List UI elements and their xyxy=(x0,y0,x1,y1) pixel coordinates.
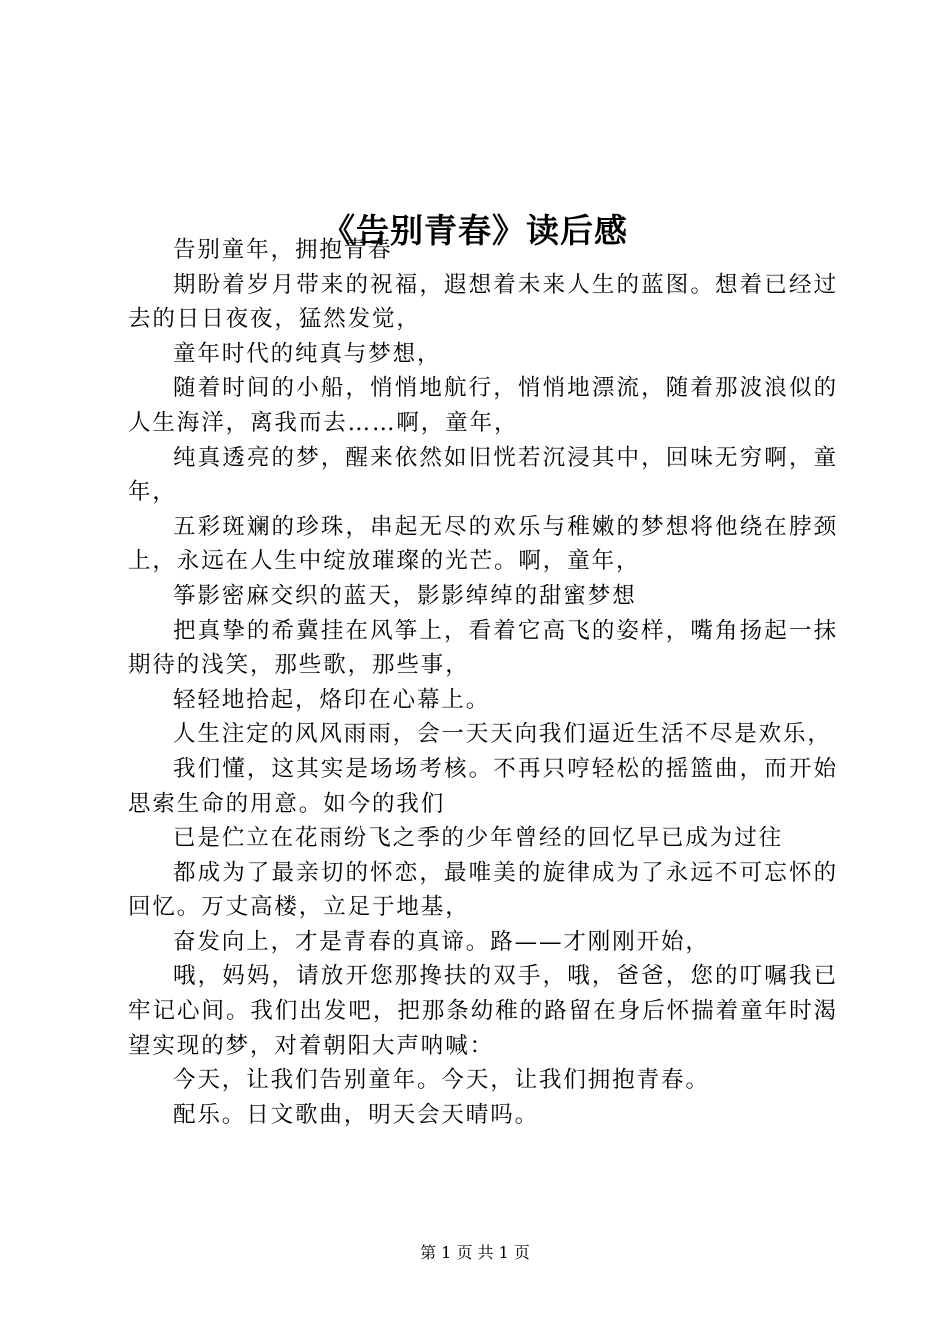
page-number-footer: 第 1 页 共 1 页 xyxy=(420,1243,530,1262)
document-title: 《告别青春》读后感 xyxy=(322,211,628,251)
paragraph: 五彩斑斓的珍珠，串起无尽的欢乐与稚嫩的梦想将他绕在脖颈上，永远在人生中绽放璀璨的光芒。啊，童年， xyxy=(128,513,838,575)
paragraph: 童年时代的纯真与梦想， xyxy=(173,340,442,367)
paragraph: 期盼着岁月带来的祝福，遐想着未来人生的蓝图。想着已经过去的日日夜夜，猛然发觉， xyxy=(128,271,838,333)
paragraph: 把真挚的希冀挂在风筝上，看着它高飞的姿样，嘴角扬起一抹期待的浅笑，那些歌，那些事， xyxy=(128,617,838,679)
paragraph: 人生注定的风风雨雨，会一天天向我们逼近生活不尽是欢乐， xyxy=(173,721,832,748)
paragraph: 哦，妈妈，请放开您那搀扶的双手，哦，爸爸，您的叮嘱我已牢记心间。我们出发吧，把那条幼稚的路留在身后怀揣着童年时渴望实现的梦，对着朝阳大声呐喊： xyxy=(128,963,838,1059)
paragraph: 轻轻地拾起，烙印在心幕上。 xyxy=(173,686,491,713)
paragraph: 纯真透亮的梦，醒来依然如旧恍若沉浸其中，回味无穷啊，童年， xyxy=(128,444,838,506)
paragraph: 奋发向上，才是青春的真谛。路——才刚刚开始， xyxy=(173,928,710,955)
paragraph: 我们懂，这其实是场场考核。不再只哼轻松的摇篮曲，而开始思索生命的用意。如今的我们 xyxy=(128,755,838,817)
paragraph: 今天，让我们告别童年。今天，让我们拥抱青春。 xyxy=(173,1067,710,1094)
paragraph: 筝影密麻交织的蓝天，影影绰绰的甜蜜梦想 xyxy=(173,582,637,609)
document-body xyxy=(128,233,838,1132)
paragraph: 告别童年，拥抱青春 xyxy=(173,237,393,263)
paragraph: 配乐。日文歌曲，明天会天晴吗。 xyxy=(173,1101,540,1128)
paragraph: 已是伫立在花雨纷飞之季的少年曾经的回忆早已成为过往 xyxy=(173,825,784,852)
paragraph: 随着时间的小船，悄悄地航行，悄悄地漂流，随着那波浪似的人生海洋，离我而去……啊，童年， xyxy=(128,375,838,436)
paragraph: 都成为了最亲切的怀恋，最唯美的旋律成为了永远不可忘怀的回忆。万丈高楼，立足于地基， xyxy=(128,859,838,921)
